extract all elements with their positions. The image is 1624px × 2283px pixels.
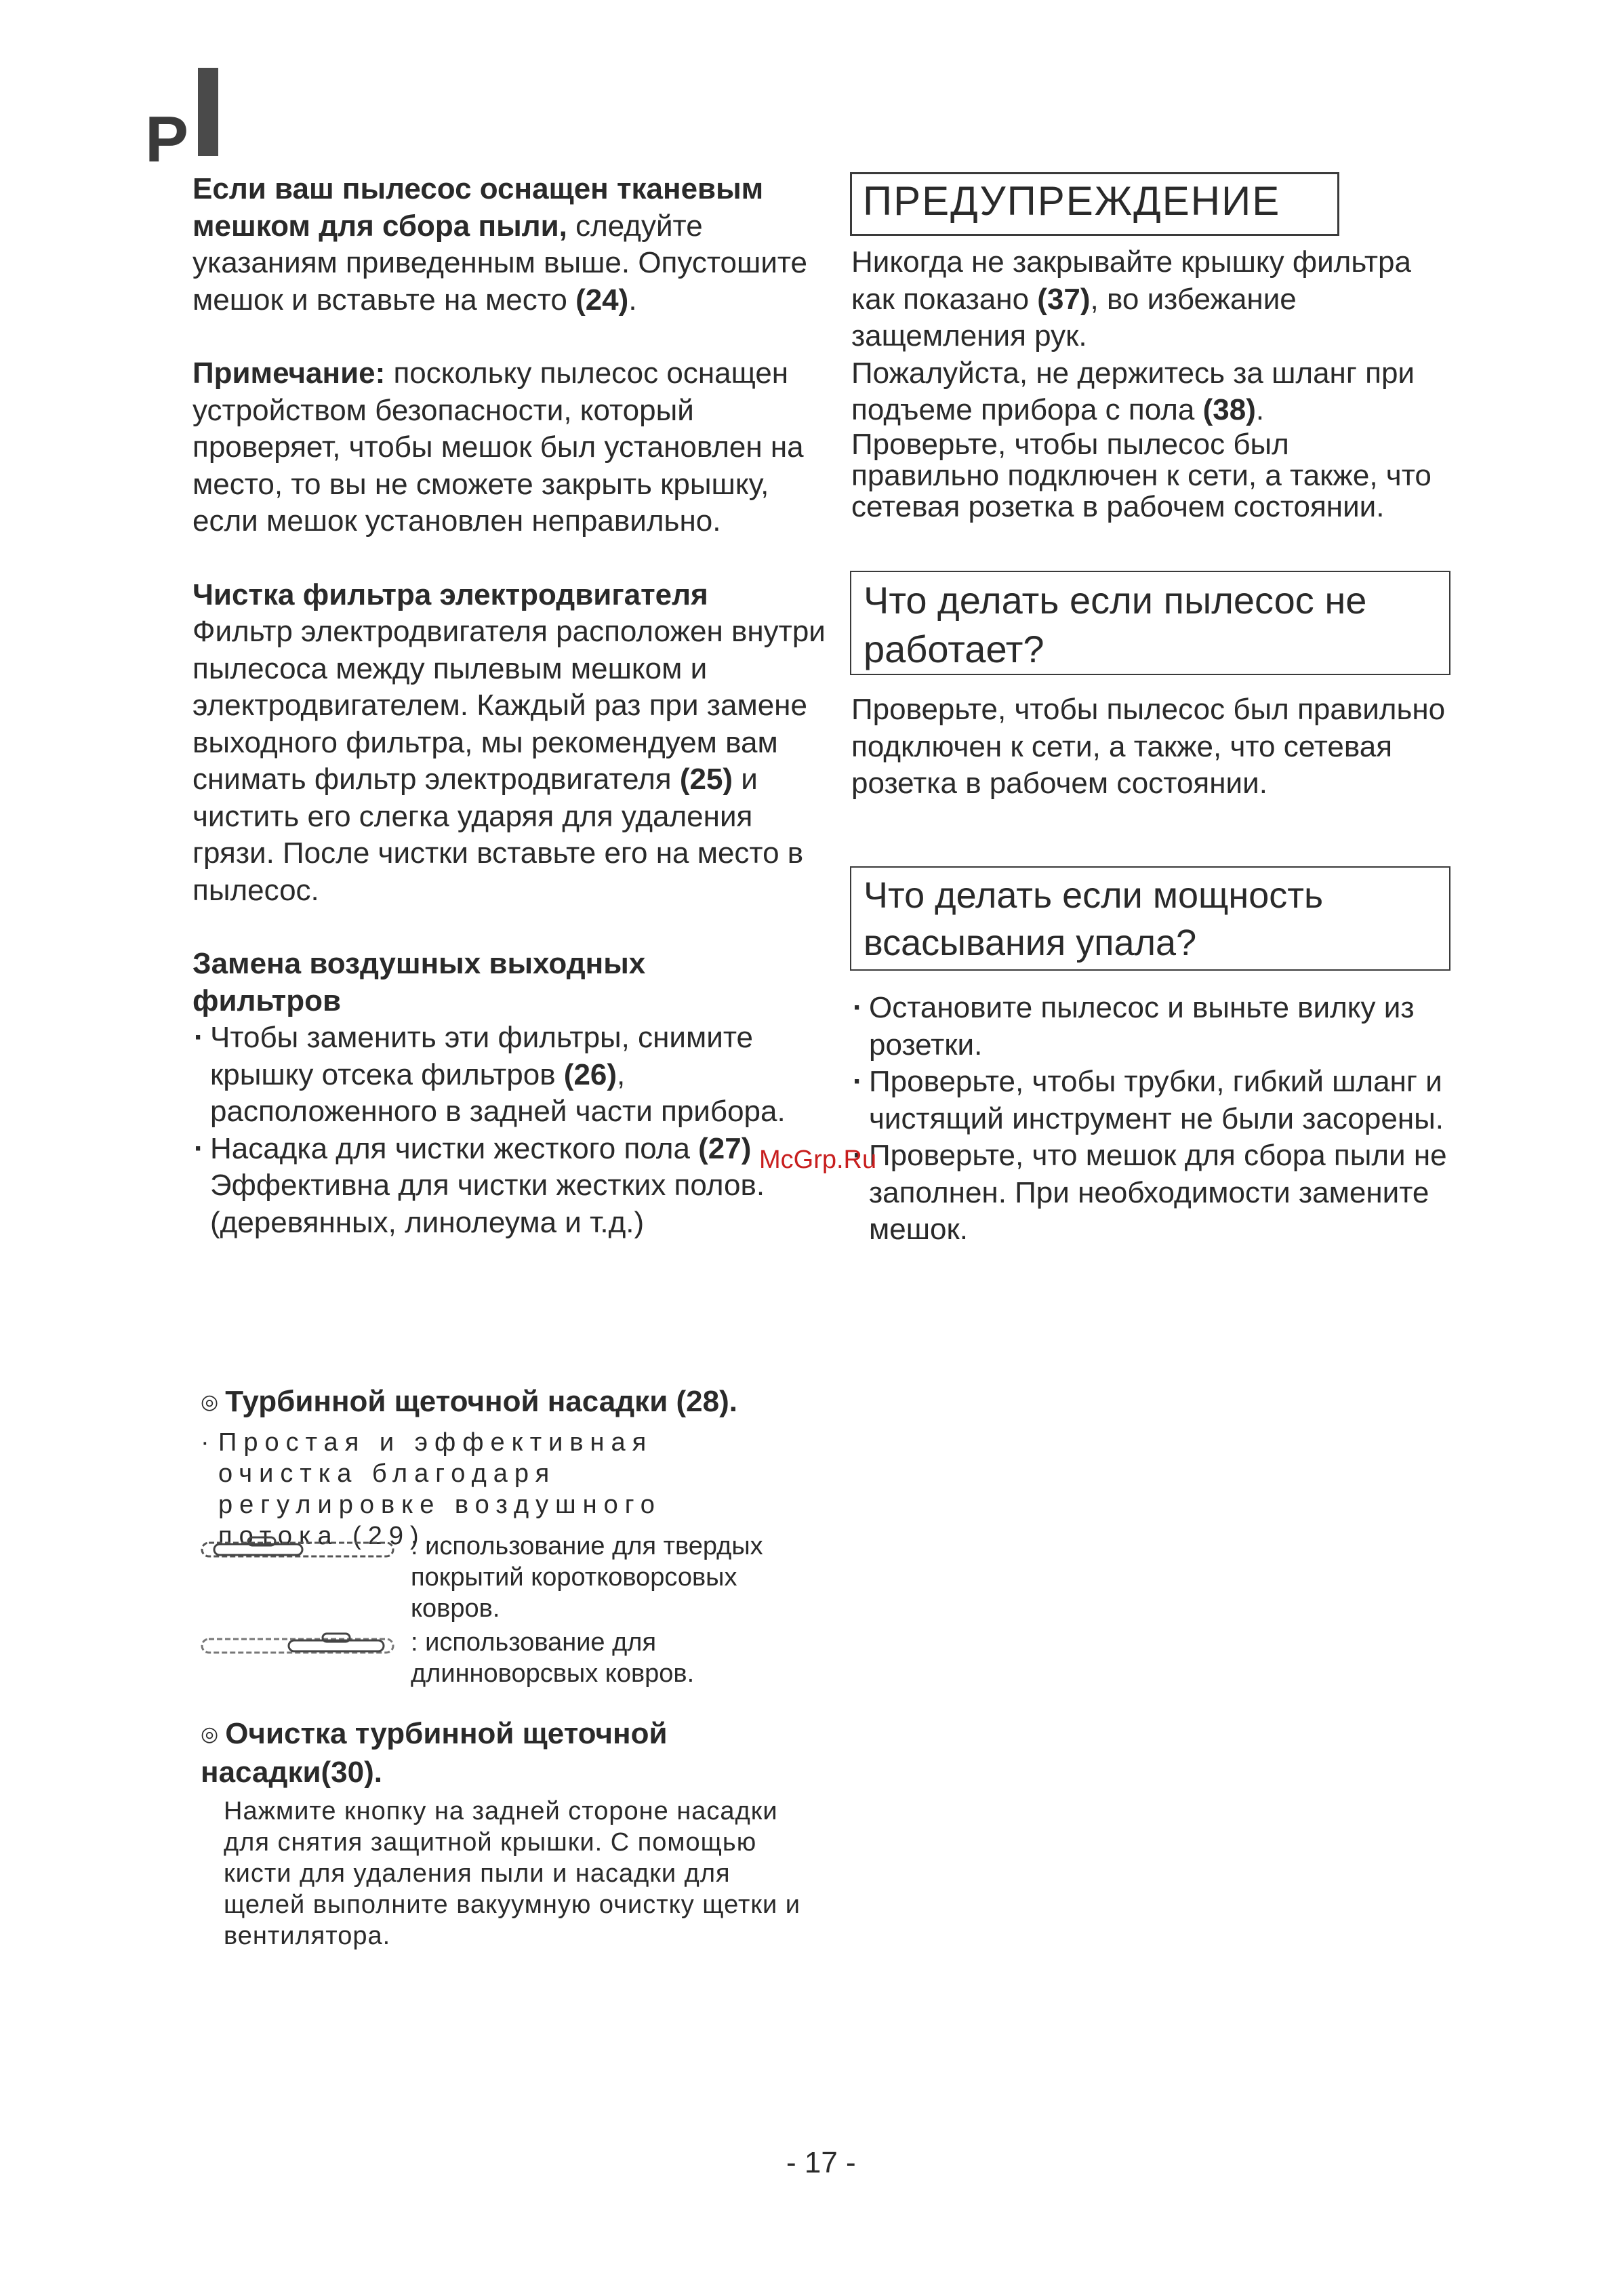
warning-p1-a: Никогда не закрывайте крышку фильтра как показано <box>851 245 1411 316</box>
slider-long-pile-icon <box>201 1631 397 1658</box>
slider-short-pile-icon <box>201 1535 397 1562</box>
exhaust-b1-a: Чтобы заменить эти фильтры, снимите крышку отсека фильтров <box>210 1021 753 1091</box>
motor-filter-text <box>192 613 826 909</box>
list-item: · Проверьте, чтобы трубки, гибкий шланг и чистящий инструмент не были засорены. <box>851 1064 1448 1137</box>
exhaust-b2-ref: (27) <box>698 1131 752 1165</box>
slider-1-text: : использование для твердых покрытий коротковорсовых ковров. <box>411 1532 763 1623</box>
warning-title: ПРЕДУПРЕЖДЕНИЕ <box>863 178 1281 224</box>
list-item <box>192 1131 826 1242</box>
list-item <box>192 1019 826 1131</box>
motor-filter-heading: Чистка фильтра электродвигателя <box>192 578 708 611</box>
turbo-clean-heading: ◎ Очистка турбинной щеточной насадки(30). <box>201 1715 851 1792</box>
warning-p1 <box>851 244 1461 355</box>
exhaust-b1-b: , расположенного в задней части прибора. <box>210 1057 786 1128</box>
exhaust-b2-b: Эффективна для чистки жестких полов. (деревянных, линолеума и т.д.) <box>210 1169 765 1239</box>
watermark: McGrp.Ru <box>759 1146 877 1174</box>
page-number: - 17 - <box>786 2146 856 2179</box>
warning-p2 <box>851 355 1461 429</box>
exhaust-heading: Замена воздушных выходных фильтров <box>192 947 646 1017</box>
note-text: поскольку пылесос оснащен устройством безопасности, который проверяет, чтобы мешок был установлен на место, то вы не сможете закрыть крышку, если мешок установлен неправильно. <box>192 357 804 538</box>
slider-2-text: : использование для длинноворсвых ковров. <box>411 1628 695 1688</box>
not-working-title: Что делать если пылесос не работает? <box>864 579 1367 670</box>
warning-title-box <box>850 172 1339 236</box>
turbo-heading: ◎ Турбинной щеточной насадки (28). <box>201 1383 784 1421</box>
warning-text <box>851 244 1461 523</box>
note-label: Примечание: <box>192 357 386 390</box>
suction-list <box>851 990 1448 1249</box>
exhaust-b2-a: Насадка для чистки жесткого пола <box>210 1131 699 1165</box>
exhaust-b1-ref: (26) <box>563 1057 617 1091</box>
note-paragraph <box>192 355 826 540</box>
motor-filter-text-b: и чистить его слегка ударяя для удаления грязи. После чистки вставьте его на место в пылесос. <box>192 763 804 907</box>
intro-end: . <box>628 283 637 317</box>
warning-p1-ref: (37) <box>1037 282 1091 316</box>
list-item: · Остановите пылесос и выньте вилку из розетки. <box>851 990 1448 1064</box>
language-letter: P <box>145 103 189 176</box>
motor-filter-text-a: Фильтр электродвигателя расположен внутри пылесоса между пылевым мешком и электродвигателем. Каждый раз при замене выходного фильтра, мы рекомендуем вам снимать фильтр электродвигателя <box>192 615 826 796</box>
turbo-clean-section <box>201 1715 851 1952</box>
warning-p1-b: , во избежание защемления рук. <box>851 282 1297 352</box>
turbo-clean-text: Нажмите кнопку на задней стороне насадки для снятия защитной крышки. С помощью кисти для удаления пыли и насадки для щелей выполните вакуумную очистку щетки и вентилятора. <box>224 1797 801 1950</box>
warning-p2-b: . <box>1255 393 1265 426</box>
suction-title: Что делать если мощность всасывания упала? <box>864 875 1324 963</box>
motor-filter-ref: (25) <box>679 763 733 796</box>
intro-paragraph <box>192 171 826 319</box>
exhaust-list <box>192 1019 826 1241</box>
language-bar <box>198 68 218 156</box>
turbo-text-content: Простая и эффективная очистка благодаря регулировке воздушного потока (29). <box>218 1428 662 1550</box>
bullet-dot: · <box>201 1428 209 1457</box>
intro-text: следуйте указаниям приведенным выше. Опустошите мешок и вставьте на место <box>192 209 808 317</box>
suction-title-box <box>850 866 1450 971</box>
left-column <box>192 171 826 1241</box>
warning-p2-ref: (38) <box>1202 393 1256 426</box>
turbo-section <box>201 1383 784 1552</box>
list-item: · Проверьте, что мешок для сбора пыли не заполнен. При необходимости замените мешок. <box>851 1137 1448 1249</box>
language-marker <box>145 68 218 176</box>
slider-row-1 <box>201 1531 797 1625</box>
not-working-title-box <box>850 571 1450 675</box>
not-working-text: Проверьте, чтобы пылесос был правильно подключен к сети, а также, что сетевая розетка в рабочем состоянии. <box>851 693 1446 800</box>
slider-row-2 <box>201 1627 797 1695</box>
intro-bold: Если ваш пылесос оснащен тканевым мешком для сбора пыли, <box>192 172 764 243</box>
warning-p2-a: Пожалуйста, не держитесь за шланг при подъеме прибора с пола <box>851 356 1415 426</box>
intro-ref: (24) <box>575 283 629 317</box>
warning-p3: Проверьте, чтобы пылесос был правильно подключен к сети, а также, что сетевая розетка в рабочем состоянии. <box>851 427 1432 523</box>
